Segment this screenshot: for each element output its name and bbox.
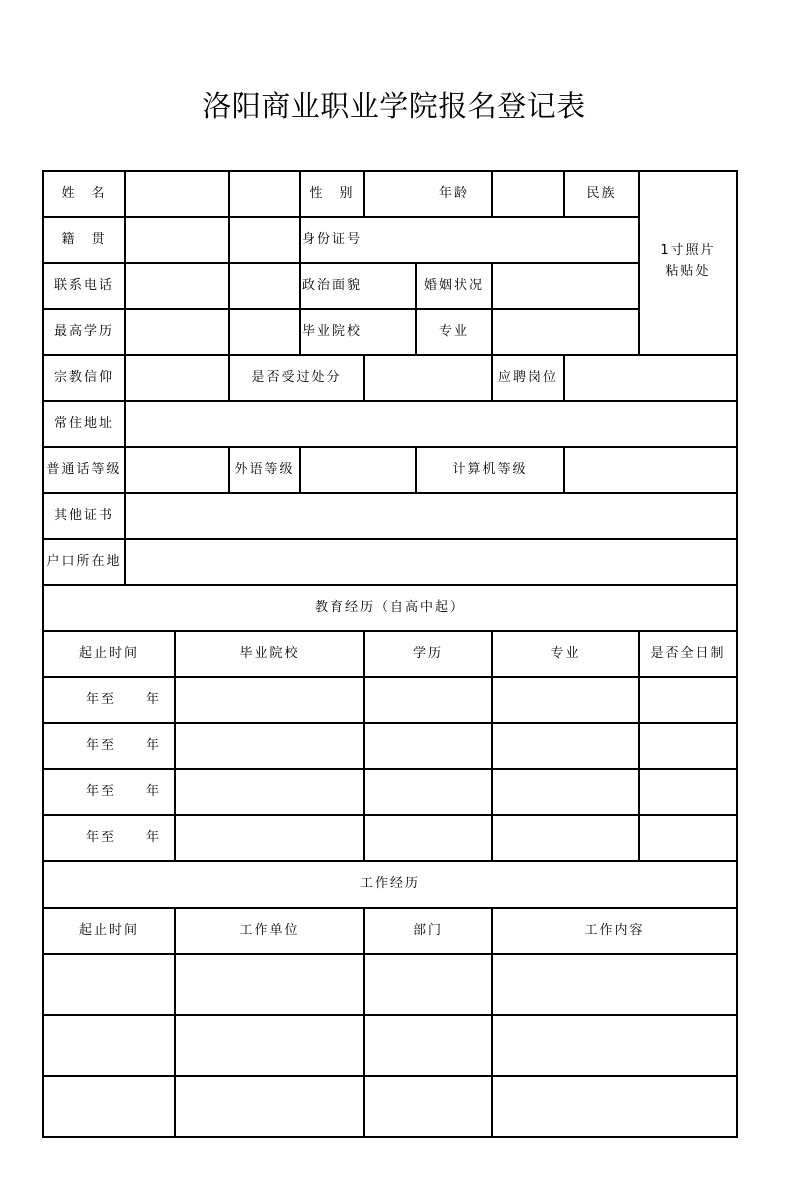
edu-fulltime-field[interactable] xyxy=(639,677,737,723)
work-header-duties: 工作内容 xyxy=(584,922,645,938)
work-period-field[interactable] xyxy=(43,1015,175,1076)
edu-header-major: 专业 xyxy=(550,645,581,661)
table-rule xyxy=(174,907,176,1138)
computer-level-label: 计算机等级 xyxy=(452,461,528,477)
id-number-label: 身份证号 xyxy=(301,231,362,247)
table-rule xyxy=(42,400,738,402)
address-field[interactable] xyxy=(125,401,737,447)
mandarin-level-label: 普通话等级 xyxy=(46,461,122,477)
name-field[interactable] xyxy=(125,171,300,217)
table-rule xyxy=(174,630,176,862)
registration-form-table xyxy=(42,170,738,1137)
work-period-field[interactable] xyxy=(43,1076,175,1137)
other-certificates-field[interactable] xyxy=(125,493,737,539)
table-rule xyxy=(299,446,301,494)
work-header-period: 起止时间 xyxy=(78,922,139,938)
highest-education-label: 最高学历 xyxy=(53,323,114,339)
position-applied-field[interactable] xyxy=(564,355,737,401)
age-label: 年龄 xyxy=(438,185,469,201)
edu-school-field[interactable] xyxy=(175,723,364,769)
edu-major-field[interactable] xyxy=(492,815,639,861)
edu-header-school: 毕业院校 xyxy=(239,645,300,661)
edu-fulltime-field[interactable] xyxy=(639,723,737,769)
edu-major-field[interactable] xyxy=(492,769,639,815)
page-title: 洛阳商业职业学院报名登记表 xyxy=(202,89,586,123)
work-department-field[interactable] xyxy=(364,1015,492,1076)
table-rule xyxy=(42,1075,738,1077)
marital-status-field[interactable] xyxy=(492,263,639,309)
table-rule xyxy=(42,262,640,264)
table-rule xyxy=(491,907,493,1138)
table-rule xyxy=(42,630,738,632)
work-employer-field[interactable] xyxy=(175,954,364,1015)
table-rule xyxy=(42,953,738,955)
edu-school-field[interactable] xyxy=(175,815,364,861)
work-header-department: 部门 xyxy=(412,922,443,938)
table-rule xyxy=(124,170,126,586)
major-field[interactable] xyxy=(492,309,639,355)
phone-field[interactable] xyxy=(125,263,300,309)
table-rule xyxy=(42,216,640,218)
table-rule xyxy=(638,170,640,356)
table-rule xyxy=(415,262,417,356)
position-applied-label: 应聘岗位 xyxy=(497,369,558,385)
work-section-title: 工作经历 xyxy=(359,876,420,892)
table-rule xyxy=(42,814,738,816)
address-label: 常住地址 xyxy=(53,415,114,431)
table-rule xyxy=(415,446,417,494)
graduate-school-field[interactable] xyxy=(300,309,416,355)
table-rule xyxy=(363,170,365,218)
id-number-field[interactable] xyxy=(364,217,639,263)
education-section-title: 教育经历（自高中起） xyxy=(314,599,465,615)
table-rule xyxy=(42,722,738,724)
table-rule xyxy=(42,1136,738,1138)
table-rule xyxy=(42,907,738,909)
edu-degree-field[interactable] xyxy=(364,769,492,815)
hukou-location-label: 户口所在地 xyxy=(46,553,122,569)
edu-degree-field[interactable] xyxy=(364,677,492,723)
ethnicity-label: 民族 xyxy=(586,185,617,201)
edu-school-field[interactable] xyxy=(175,677,364,723)
punished-field[interactable] xyxy=(364,355,492,401)
table-rule xyxy=(228,170,230,402)
table-rule xyxy=(736,170,738,1138)
name-label: 姓 名 xyxy=(61,185,107,201)
other-certificates-label: 其他证书 xyxy=(53,507,114,523)
foreign-language-label: 外语等级 xyxy=(234,461,295,477)
table-rule xyxy=(42,538,738,540)
work-department-field[interactable] xyxy=(364,954,492,1015)
age-field[interactable] xyxy=(492,171,564,217)
computer-level-field[interactable] xyxy=(564,447,737,493)
edu-school-field[interactable] xyxy=(175,769,364,815)
work-department-field[interactable] xyxy=(364,1076,492,1137)
edu-major-field[interactable] xyxy=(492,677,639,723)
photo-size-text: 1寸照片 xyxy=(660,243,716,258)
foreign-language-field[interactable] xyxy=(300,447,416,493)
work-employer-field[interactable] xyxy=(175,1076,364,1137)
ethnicity-field[interactable] xyxy=(564,171,639,217)
table-rule xyxy=(491,630,493,862)
work-employer-field[interactable] xyxy=(175,1015,364,1076)
table-rule xyxy=(491,170,493,218)
table-rule xyxy=(563,354,565,402)
work-duties-field[interactable] xyxy=(492,954,737,1015)
edu-degree-field[interactable] xyxy=(364,723,492,769)
table-rule xyxy=(42,170,44,1138)
table-rule xyxy=(42,1014,738,1016)
table-rule xyxy=(42,676,738,678)
work-header-employer: 工作单位 xyxy=(239,922,300,938)
edu-header-fulltime: 是否全日制 xyxy=(650,645,726,661)
table-rule xyxy=(42,170,738,172)
political-status-label: 政治面貌 xyxy=(301,277,362,293)
major-label: 专业 xyxy=(438,323,469,339)
edu-fulltime-field[interactable] xyxy=(639,815,737,861)
work-duties-field[interactable] xyxy=(492,1076,737,1137)
table-rule xyxy=(42,446,738,448)
table-rule xyxy=(42,354,738,356)
edu-period-field[interactable]: 年至 年 xyxy=(85,783,161,799)
photo-placeholder xyxy=(639,171,737,355)
table-rule xyxy=(363,907,365,1138)
table-rule xyxy=(42,768,738,770)
edu-header-degree: 学历 xyxy=(412,645,443,661)
table-rule xyxy=(42,308,640,310)
phone-label: 联系电话 xyxy=(53,277,114,293)
edu-period-field[interactable]: 年至 年 xyxy=(85,737,161,753)
work-period-field[interactable] xyxy=(43,954,175,1015)
gender-label: 性 别 xyxy=(309,185,355,201)
table-rule xyxy=(228,446,230,494)
table-rule xyxy=(363,630,365,862)
highest-education-field[interactable] xyxy=(125,309,300,355)
edu-major-field[interactable] xyxy=(492,723,639,769)
gender-field[interactable] xyxy=(364,171,416,217)
edu-degree-field[interactable] xyxy=(364,815,492,861)
punished-label: 是否受过处分 xyxy=(251,369,342,385)
hukou-location-field[interactable] xyxy=(125,539,737,585)
graduate-school-label: 毕业院校 xyxy=(301,323,362,339)
edu-period-field[interactable]: 年至 年 xyxy=(85,829,161,845)
marital-status-label: 婚姻状况 xyxy=(423,277,484,293)
edu-header-period: 起止时间 xyxy=(78,645,139,661)
edu-fulltime-field[interactable] xyxy=(639,769,737,815)
edu-period-field[interactable]: 年至 年 xyxy=(85,691,161,707)
table-rule xyxy=(42,492,738,494)
table-rule xyxy=(491,262,493,402)
table-rule xyxy=(42,860,738,862)
table-rule xyxy=(363,354,365,402)
photo-paste-text: 粘贴处 xyxy=(665,263,711,279)
table-rule xyxy=(563,170,565,218)
table-rule xyxy=(299,170,301,356)
native-place-field[interactable] xyxy=(125,217,300,263)
table-rule xyxy=(42,584,738,586)
work-duties-field[interactable] xyxy=(492,1015,737,1076)
native-place-label: 籍 贯 xyxy=(61,231,107,247)
religion-label: 宗教信仰 xyxy=(53,369,114,385)
table-rule xyxy=(638,630,640,862)
table-rule xyxy=(563,446,565,494)
